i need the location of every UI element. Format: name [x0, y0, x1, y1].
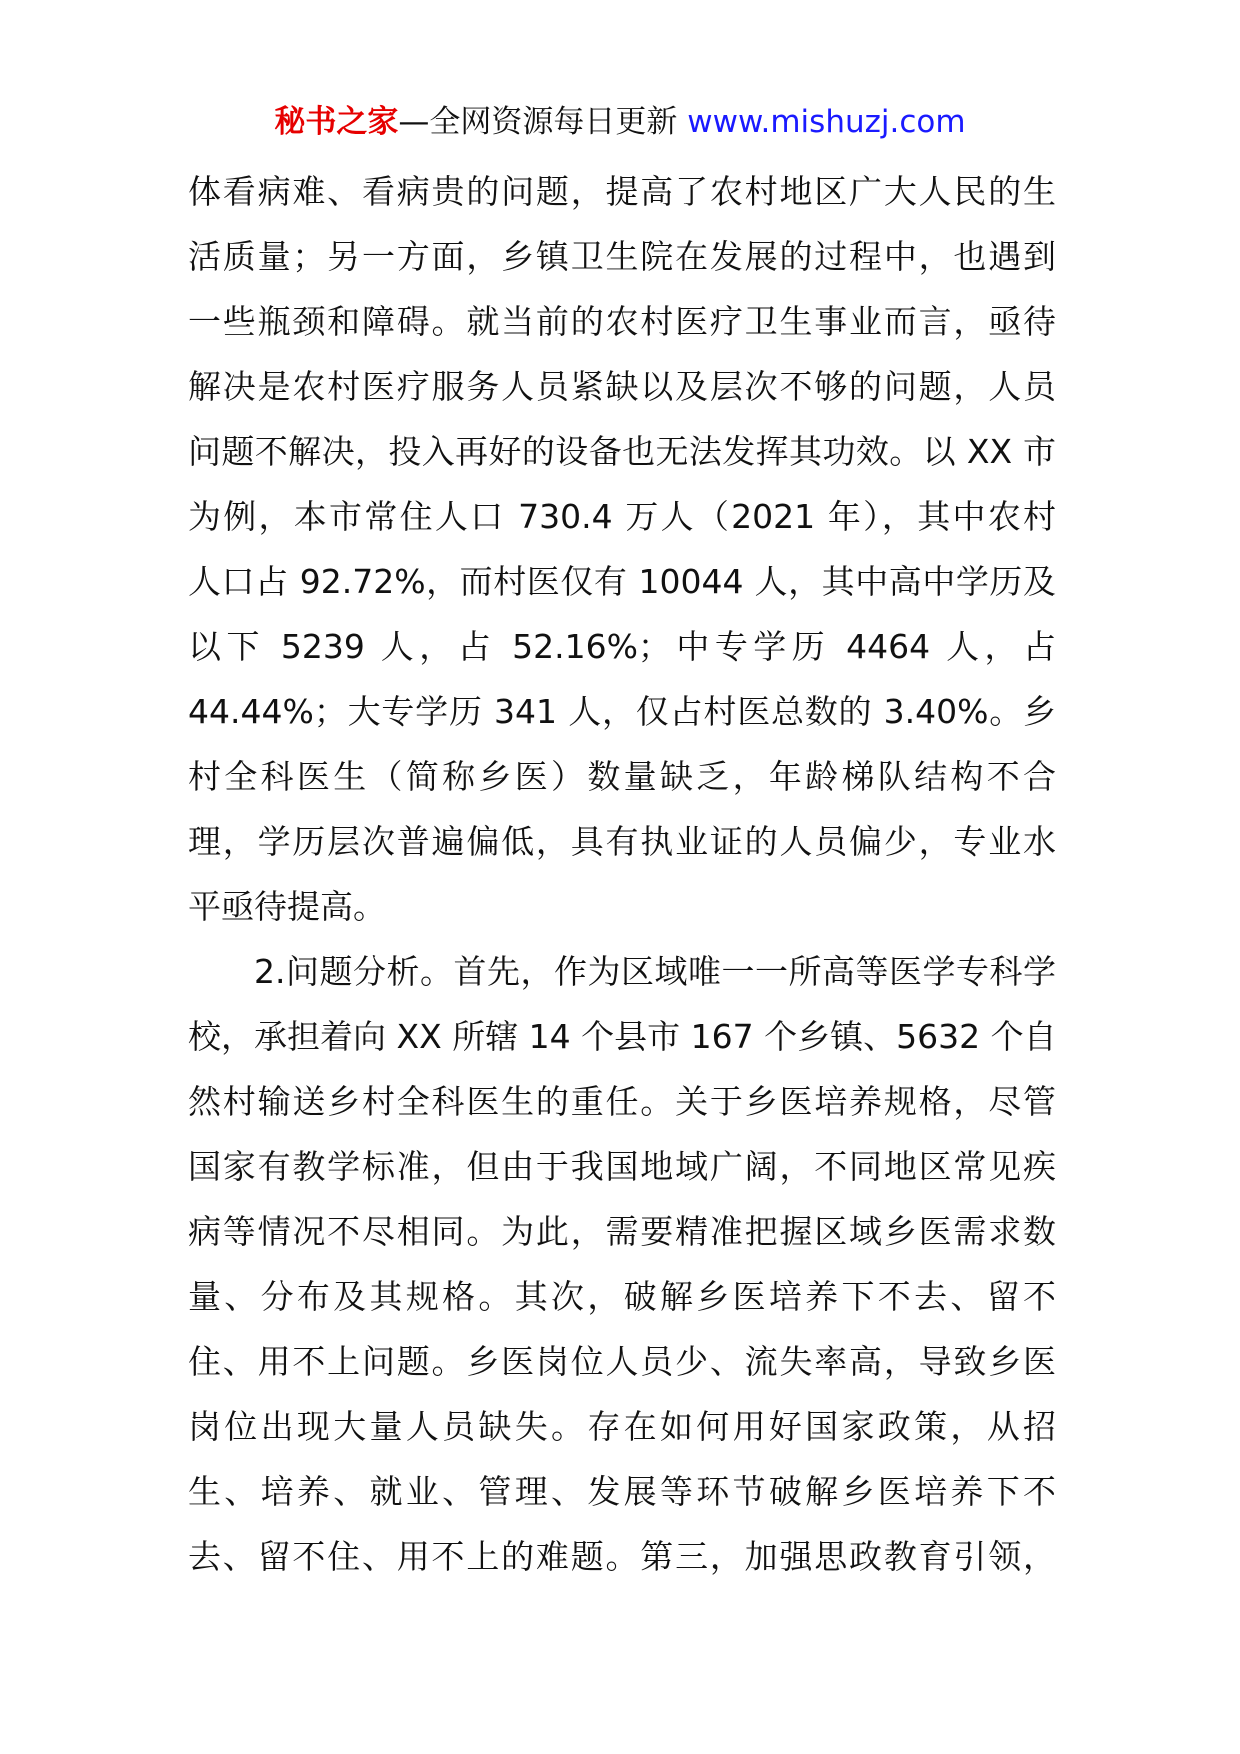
- text-line: 病等情况不尽相同。为此，需要精准把握区域乡医需求数: [188, 1212, 1056, 1251]
- paragraph-1: [188, 159, 1056, 939]
- text-line: 村全科医生（简称乡医）数量缺乏，年龄梯队结构不合: [188, 757, 1056, 796]
- text-line: 人口占 92.72%，而村医仅有 10044 人，其中高中学历及: [188, 562, 1056, 601]
- text-line: 解决是农村医疗服务人员紧缺以及层次不够的问题，人员: [188, 367, 1056, 406]
- text-line: 理，学历层次普遍偏低，具有执业证的人员偏少，专业水: [188, 822, 1056, 861]
- text-line: 以下 5239 人，占 52.16%；中专学历 4464 人，占: [188, 627, 1056, 666]
- text-line: 活质量；另一方面，乡镇卫生院在发展的过程中，也遇到: [188, 237, 1056, 276]
- text-line: 岗位出现大量人员缺失。存在如何用好国家政策，从招: [188, 1407, 1056, 1446]
- text-line: 量、分布及其规格。其次，破解乡医培养下不去、留不: [188, 1277, 1056, 1316]
- text-line: 问题不解决，投入再好的设备也无法发挥其功效。以 XX 市: [188, 432, 1056, 471]
- text-line: 一些瓶颈和障碍。就当前的农村医疗卫生事业而言，亟待: [188, 302, 1056, 341]
- text-line: 校，承担着向 XX 所辖 14 个县市 167 个乡镇、5632 个自: [188, 1017, 1057, 1056]
- site-header: [0, 100, 1240, 144]
- text-line: 为例，本市常住人口 730.4 万人（2021 年），其中农村: [188, 497, 1056, 536]
- text-line: 住、用不上问题。乡医岗位人员少、流失率高，导致乡医: [188, 1342, 1056, 1381]
- text-line: 2.问题分析。首先，作为区域唯一一所高等医学专科学: [254, 952, 1056, 991]
- text-line: 平亟待提高。: [188, 887, 386, 926]
- document-body: [188, 159, 1056, 1589]
- text-line: 生、培养、就业、管理、发展等环节破解乡医培养下不: [188, 1472, 1056, 1511]
- text-line: 国家有教学标准，但由于我国地域广阔，不同地区常见疾: [188, 1147, 1056, 1186]
- site-brand: 秘书之家: [274, 104, 399, 140]
- text-line: 44.44%；大专学历 341 人，仅占村医总数的 3.40%。乡: [188, 692, 1056, 731]
- site-tagline: —全网资源每日更新: [398, 104, 678, 140]
- text-line: 去、留不住、用不上的难题。第三，加强思政教育引领，: [188, 1537, 1056, 1576]
- paragraph-2: [188, 939, 1056, 1589]
- text-line: 体看病难、看病贵的问题，提高了农村地区广大人民的生: [188, 172, 1056, 211]
- text-line: 然村输送乡村全科医生的重任。关于乡医培养规格，尽管: [188, 1082, 1056, 1121]
- site-url-link[interactable]: www.mishuzj.com: [687, 104, 966, 140]
